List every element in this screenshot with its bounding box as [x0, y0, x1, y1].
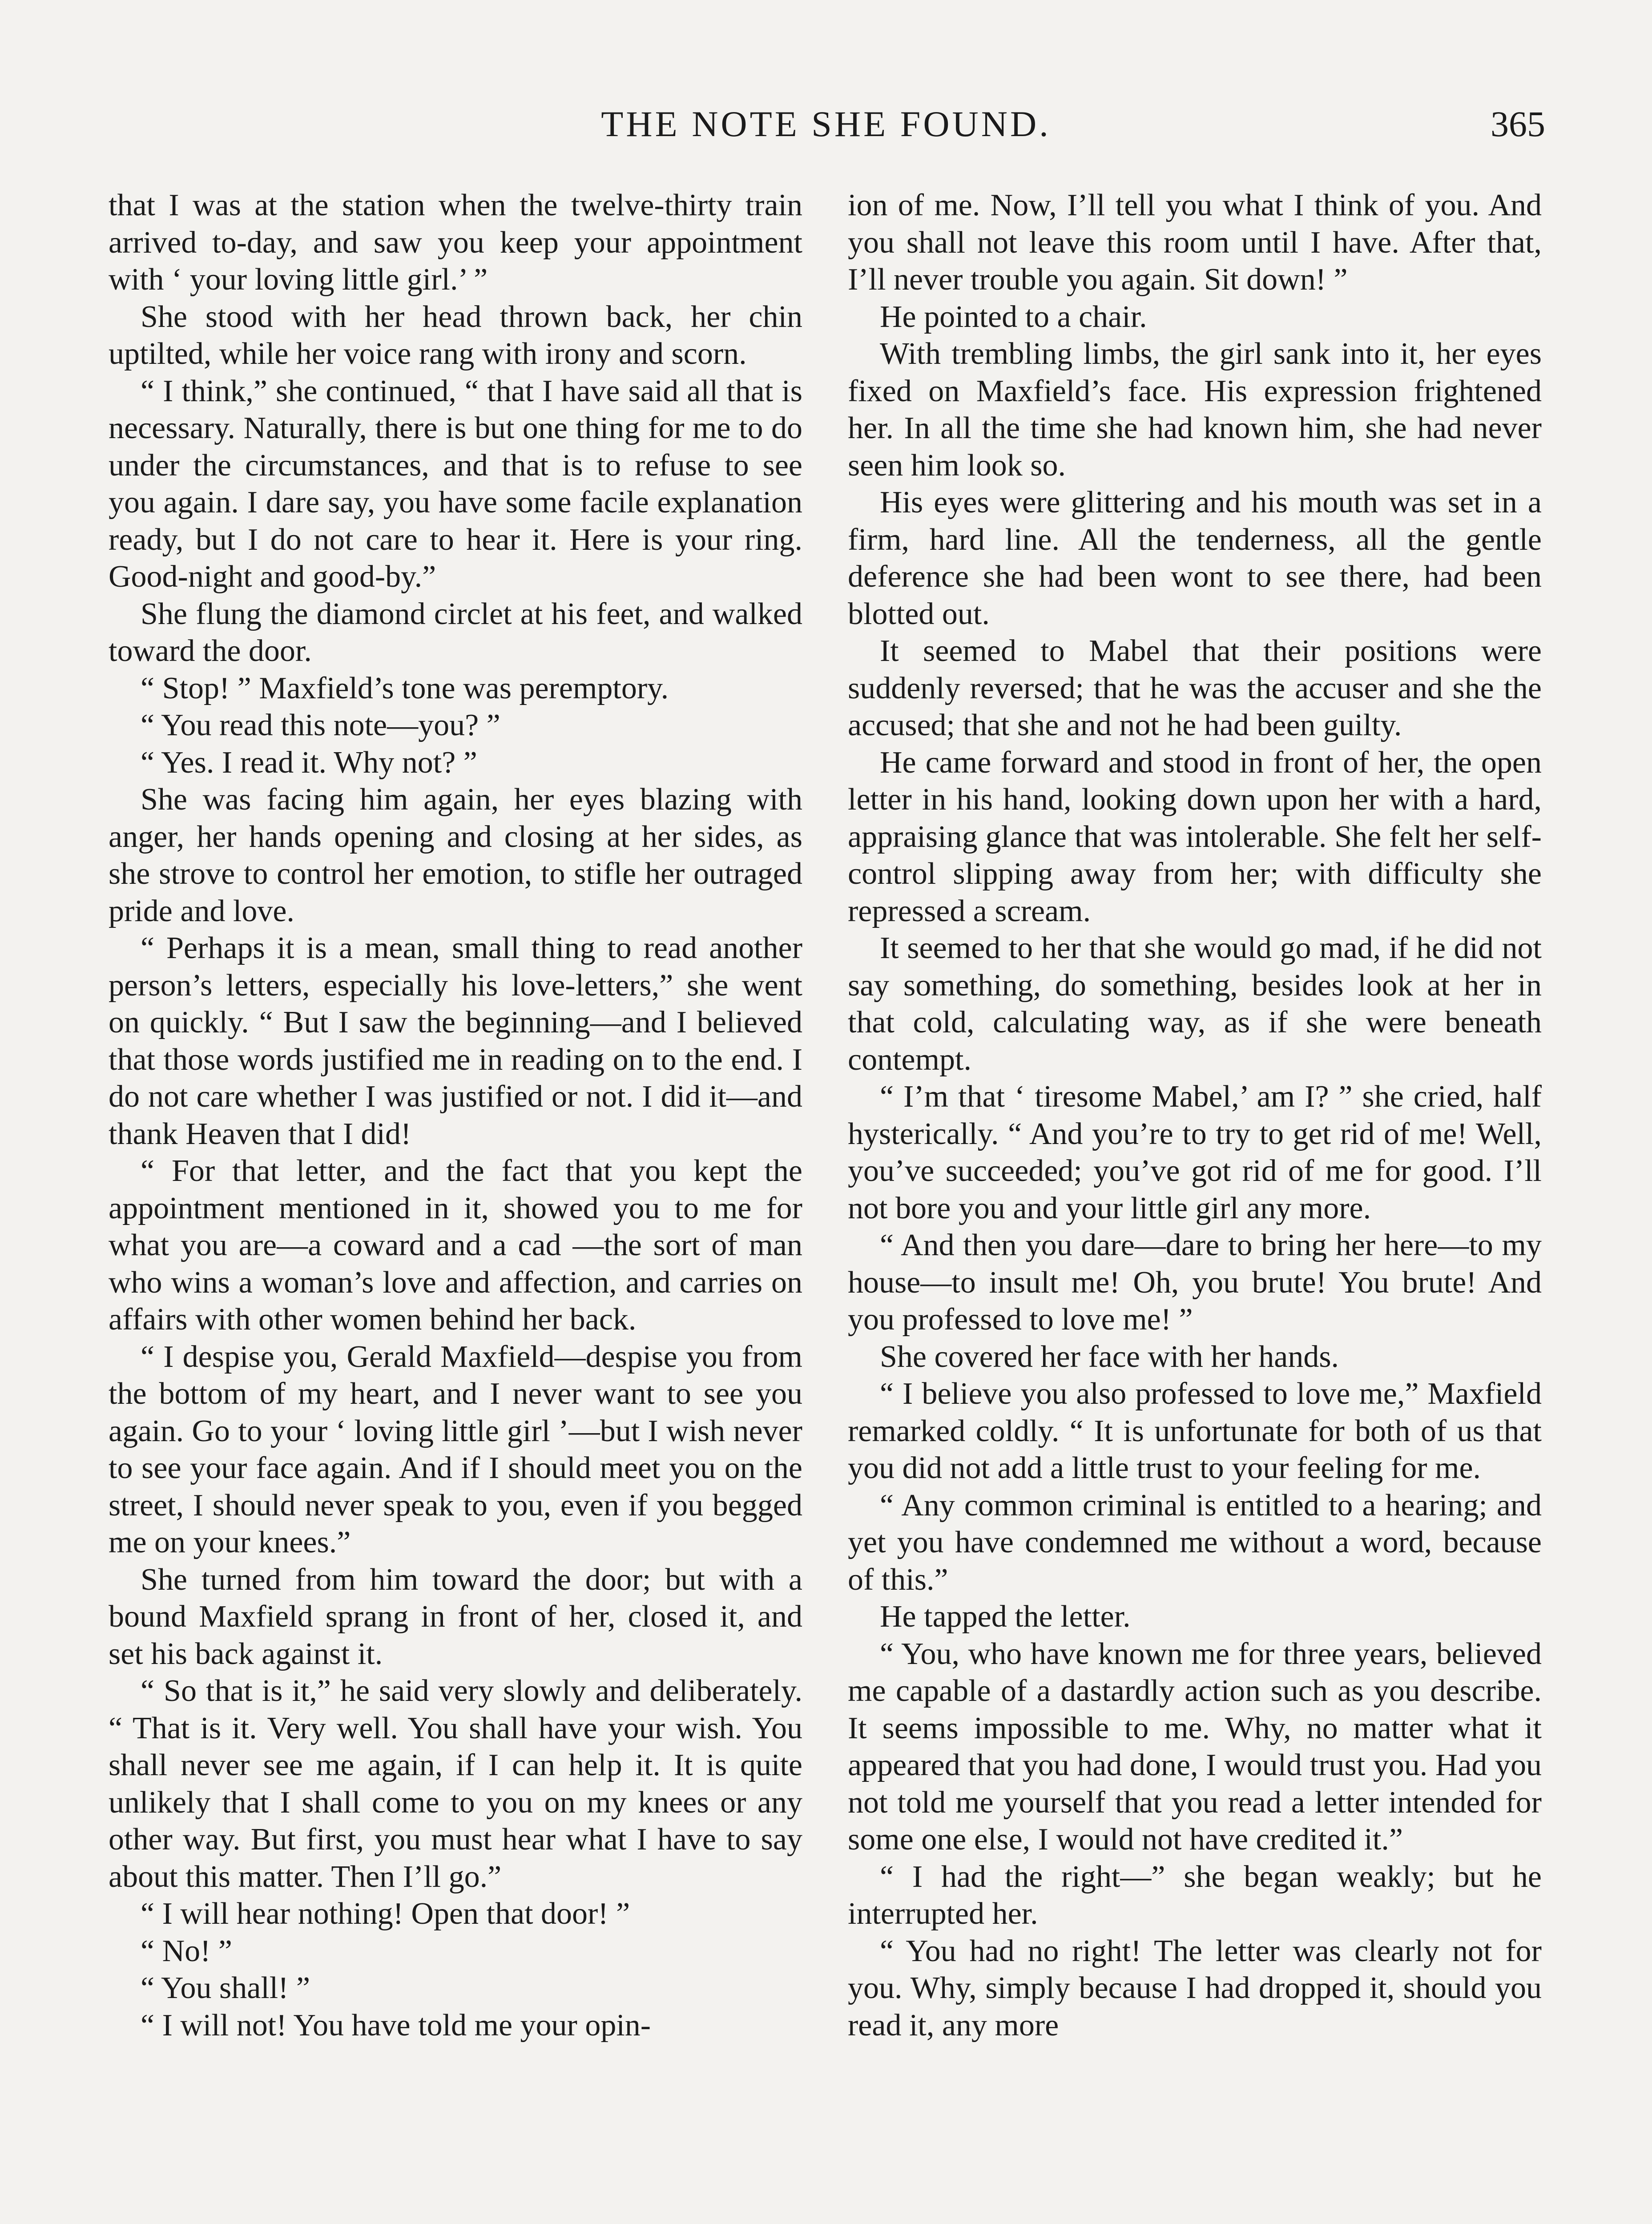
- paragraph: “ Stop! ” Maxfield’s tone was peremptory.: [141, 671, 669, 705]
- paragraph: “ I despise you, Gerald Maxfield—despise you from the bottom of my heart, and I never want to see you again. Go to your ‘ loving little girl ’—but I wish never to see your face again. And if I should meet you on the street, I should never speak to you, even if you begged me on your knees.”: [109, 1339, 802, 1559]
- paragraph: “ Any common criminal is entitled to a hearing; and yet you have condemned me without a word, because of this.”: [848, 1488, 1542, 1597]
- paragraph: She turned from him toward the door; but with a bound Maxfield sprang in front of her, closed it, and set his back against it.: [109, 1562, 802, 1671]
- paragraph: She flung the diamond circlet at his feet, and walked toward the door.: [109, 596, 802, 668]
- paragraph: “ You, who have known me for three years, believed me capable of a dastardly action such as you describe. It seems impossible to me. Why, no matter what it appeared that you had done, I would trust you. Had you not told me yourself that you read a letter intended for some one else, I would not have credited it.”: [848, 1636, 1542, 1857]
- paragraph: She was facing him again, her eyes blazing with anger, her hands opening and closing at her sides, as she strove to control her emotion, to stifle her outraged pride and love.: [109, 782, 802, 928]
- paragraph: She covered her face with her hands.: [880, 1339, 1339, 1374]
- paragraph: It seemed to her that she would go mad, if he did not say something, do something, besides look at her in that cold, calculating way, as if she were beneath contempt.: [848, 931, 1542, 1077]
- paragraph: “ Perhaps it is a mean, small thing to read another person’s letters, especially his love-letters,” she went on quickly. “ But I saw the beginning—and I believed that those words justified me in reading on to the end. I do not care whether I was justified or not. I did it—and thank Heaven that I did!: [109, 931, 802, 1151]
- paragraph: It seemed to Mabel that their positions were suddenly reversed; that he was the accuser and she the accused; that she and not he had been guilty.: [848, 634, 1542, 742]
- paragraph: “ You had no right! The letter was clearly not for you. Why, simply because I had dropped it, should you read it, any more: [848, 1934, 1542, 2043]
- paragraph: With trembling limbs, the girl sank into it, her eyes fixed on Maxfield’s face. His expression frightened her. In all the time she had known him, she had never seen him look so.: [848, 337, 1542, 483]
- paragraph: He pointed to a chair.: [880, 299, 1147, 334]
- paragraph: “ Yes. I read it. Why not? ”: [141, 745, 477, 780]
- paragraph: His eyes were glittering and his mouth was set in a firm, hard line. All the tenderness, all the gentle deference she had been wont to see there, had been blotted out.: [848, 485, 1542, 631]
- paragraph: ion of me. Now, I’ll tell you what I think of you. And you shall not leave this room until I have. After that, I’ll never trouble you again. Sit down! ”: [848, 188, 1542, 297]
- paragraph: “ I believe you also professed to love me,” Maxfield remarked coldly. “ It is unfortunate for both of us that you did not add a little trust to your feeling for me.: [848, 1377, 1542, 1485]
- paragraph: that I was at the station when the twelve-thirty train arrived to-day, and saw you keep your appointment with ‘ your loving little girl.’ ”: [109, 188, 802, 297]
- paragraph: “ You read this note—you? ”: [141, 708, 500, 742]
- paragraph: “ I think,” she continued, “ that I have said all that is necessary. Naturally, there is but one thing for me to do under the circumstances, and that is to refuse to see you again. I dare say, you have some facile explanation ready, but I do not care to hear it. Here is your ring. Good-night and good-by.”: [109, 374, 802, 594]
- page-number: 365: [1491, 104, 1545, 144]
- paragraph: “ So that is it,” he said very slowly and deliberately. “ That is it. Very well. You shall have your wish. You shall never see me again, if I can help it. It is quite unlikely that I shall come to you on my knees or any other way. But first, you must hear what I have to say about this matter. Then I’ll go.”: [109, 1674, 802, 1894]
- paragraph: “ I had the right—” she began weakly; but he interrupted her.: [848, 1859, 1542, 1931]
- paragraph: “ I will hear nothing! Open that door! ”: [141, 1897, 630, 1931]
- paragraph: “ I will not! You have told me your opin-: [141, 2008, 651, 2043]
- text-column-left: [109, 187, 802, 2044]
- paragraph: He came forward and stood in front of her, the open letter in his hand, looking down upon her with a hard, appraising glance that was intolerable. She felt her self-control slipping away from her; with difficulty she repressed a scream.: [848, 745, 1542, 928]
- paragraph: “ For that letter, and the fact that you kept the appointment mentioned in it, showed you to me for what you are—a coward and a cad —the sort of man who wins a woman’s love and affection, and carries on affairs with other women behind her back.: [109, 1154, 802, 1337]
- paragraph: “ No! ”: [141, 1934, 233, 1968]
- paragraph: “ I’m that ‘ tiresome Mabel,’ am I? ” she cried, half hysterically. “ And you’re to try to get rid of me! Well, you’ve succeeded; you’ve got rid of me for good. I’ll not bore you and your little girl any more.: [848, 1080, 1542, 1225]
- paragraph: She stood with her head thrown back, her chin uptilted, while her voice rang with irony and scorn.: [109, 299, 802, 371]
- text-column-right: [848, 187, 1542, 2044]
- paragraph: He tapped the letter.: [880, 1600, 1131, 1634]
- paragraph: “ You shall! ”: [141, 1971, 310, 2005]
- running-head-title: THE NOTE SHE FOUND.: [601, 104, 1051, 144]
- paragraph: “ And then you dare—dare to bring her here—to my house—to insult me! Oh, you brute! You brute! And you professed to love me! ”: [848, 1228, 1542, 1337]
